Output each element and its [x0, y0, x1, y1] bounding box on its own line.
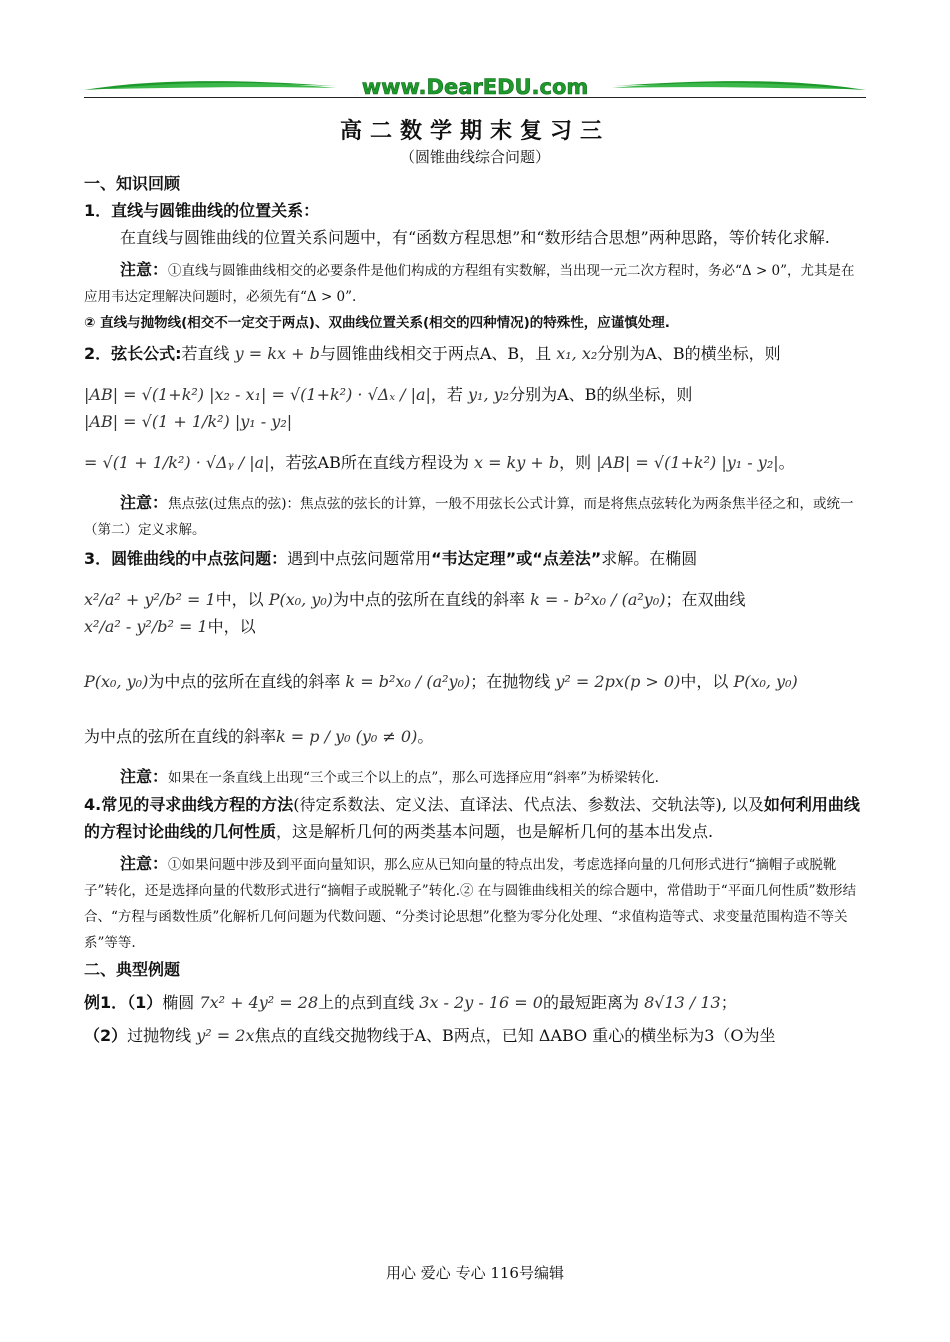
- example1-label: 例1．: [84, 993, 128, 1012]
- note-label: 注意：: [120, 260, 169, 279]
- item4-note: [84, 851, 868, 956]
- item3-text9: 中，以: [680, 672, 729, 691]
- formula-slope-parabola: k = p / y₀ (y₀ ≠ 0): [276, 727, 418, 746]
- example1-text2: 上的点到直线: [318, 993, 415, 1012]
- formula-chord-length-y-delta: = √(1 + 1/k²) · √Δᵧ / |a|: [84, 453, 270, 472]
- item2-paragraph: [84, 340, 868, 367]
- item3-text7: 为中点的弦所在直线的斜率: [148, 672, 341, 691]
- formula-parabola: y² = 2px(p > 0): [555, 672, 681, 691]
- item2-text1: 若直线: [181, 344, 230, 363]
- item1-note-b: ② 直线与抛物线(相交不一定交于两点)、双曲线位置关系(相交的四种情况)的特殊性，应谨慎处理.: [84, 315, 670, 331]
- formula-y-coords: y₁, y₂: [468, 385, 510, 404]
- page-title: 高二数学期末复习三: [339, 119, 610, 144]
- item3-text1: 遇到中点弦问题常用: [287, 549, 432, 568]
- item4-paragraph: [84, 791, 868, 845]
- item3-paragraph: [84, 545, 868, 572]
- item3-formula-row2: [84, 668, 868, 695]
- page-subtitle: （圆锥曲线综合问题）: [399, 148, 550, 166]
- example1-part2: [84, 1022, 868, 1049]
- formula-ellipse-example: 7x² + 4y² = 28: [199, 993, 319, 1012]
- note-label: 注意：: [120, 493, 169, 512]
- item2-text7: ，则: [559, 453, 592, 472]
- item1-note-a: [84, 257, 868, 310]
- item3-text8: ；在抛物线: [470, 672, 551, 691]
- note-label: 注意：: [120, 854, 169, 873]
- item3-title: 3．圆锥曲线的中点弦问题：: [84, 549, 288, 568]
- item2-formula-row2: [84, 449, 868, 476]
- item2-text5: 分别为A、B的纵坐标，则: [509, 385, 693, 404]
- example1-text6: 焦点的直线交抛物线于A、B两点，已知 ΔABO 重心的横坐标为3（O为坐: [254, 1026, 776, 1045]
- item2-formula-row1: [84, 381, 868, 435]
- item1-paragraph: 在直线与圆锥曲线的位置关系问题中，有“函数方程思想”和“数形结合思想”两种思路，等价转化求解.: [120, 228, 830, 247]
- formula-x-coords: x₁, x₂: [556, 344, 598, 363]
- item4-text2: ，这是解析几何的两类基本问题，也是解析几何的基本出发点.: [276, 822, 714, 841]
- item3-text4: 为中点的弦所在直线的斜率: [333, 590, 526, 609]
- formula-ellipse: x²/a² + y²/b² = 1: [84, 590, 216, 609]
- formula-midpoint-3: P(x₀, y₀): [733, 672, 798, 691]
- section-heading-examples: 二、典型例题: [84, 960, 181, 979]
- item4-text1: (待定系数法、定义法、直译法、代点法、参数法、交轨法等), 以及: [293, 795, 764, 814]
- item2-text8: 。: [778, 453, 795, 472]
- item3-text11: 。: [417, 727, 434, 746]
- formula-midpoint: P(x₀, y₀): [268, 590, 334, 609]
- item3-text2: 求解。在椭圆: [601, 549, 698, 568]
- formula-parabola-example: y² = 2x: [196, 1026, 255, 1045]
- item2-text3: 分别为A、B的横坐标，则: [597, 344, 781, 363]
- item2-text2: 与圆锥曲线相交于两点A、B，且: [319, 344, 552, 363]
- item4-note-text: ①如果问题中涉及到平面向量知识，那么应从已知向量的特点出发，考虑选择向量的几何形式进行“摘帽子或脱靴子”转化，还是选择向量的代数形式进行“摘帽子或脱靴子”转化.② 在与圆锥曲线相关的综合题中，常借助于“平面几何性质”数形结合、“方程与函数性质”化解析几何问题为代数问题、“分类讨论思想”化整为零分化处理、“求值构造等式、求变量范围构造不等关系”等等.: [84, 857, 857, 951]
- example1-text3: 的最短距离为: [542, 993, 639, 1012]
- formula-line-example: 3x - 2y - 16 = 0: [419, 993, 543, 1012]
- header-rule: [84, 97, 866, 98]
- item2-text6: ，若弦AB所在直线方程设为: [269, 453, 469, 472]
- document-body: [84, 170, 868, 1049]
- item4-title: 4.常见的寻求曲线方程的方法: [84, 795, 294, 814]
- item3-formula-row3: [84, 723, 868, 750]
- item3-text10: 为中点的弦所在直线的斜率: [84, 727, 277, 746]
- note-label: 注意：: [120, 767, 169, 786]
- example1-text5: 过抛物线: [127, 1026, 192, 1045]
- item1-title: 1．直线与圆锥曲线的位置关系：: [84, 201, 320, 220]
- formula-distance-answer: 8√13 / 13: [644, 993, 721, 1012]
- formula-slope-ellipse: k = - b²x₀ / (a²y₀): [530, 590, 666, 609]
- formula-line-equation-2: x = ky + b: [473, 453, 560, 472]
- formula-slope-hyperbola: k = b²x₀ / (a²y₀): [345, 672, 471, 691]
- formula-chord-length-x: |AB| = √(1+k²) |x₂ - x₁| = √(1+k²) · √Δₓ / |a|: [84, 385, 431, 404]
- example1-text1: 椭圆: [162, 993, 195, 1012]
- item4-bold1: 如何利用曲线的方程讨论曲线的几何性质: [84, 795, 860, 841]
- banner-text[interactable]: www.DearEDU.com: [361, 75, 589, 99]
- example1-part2-label: （2）: [84, 1026, 128, 1045]
- example1-part1-label: （1）: [127, 993, 163, 1012]
- formula-hyperbola: x²/a² - y²/b² = 1: [84, 617, 208, 636]
- example1-text4: ；: [720, 993, 737, 1012]
- item3-note-text: 如果在一条直线上出现“三个或三个以上的点”，那么可选择应用“斜率”为桥梁转化.: [168, 770, 659, 786]
- section-heading-review: 一、知识回顾: [84, 174, 181, 193]
- formula-chord-length-y: |AB| = √(1 + 1/k²) |y₁ - y₂|: [84, 412, 293, 431]
- item1-note-a-text: ①直线与圆锥曲线相交的必要条件是他们构成的方程组有实数解，当出现一元二次方程时，务必“Δ > 0”，尤其是在应用韦达定理解决问题时，必须先有“Δ > 0”.: [84, 263, 855, 305]
- item3-text6: 中，以: [207, 617, 256, 636]
- item3-text5: ；在双曲线: [665, 590, 746, 609]
- item3-text3: 中，以: [215, 590, 264, 609]
- item2-note-text: 焦点弦(过焦点的弦)：焦点弦的弦长的计算，一般不用弦长公式计算，而是将焦点弦转化为两条焦半径之和，或统一（第二）定义求解。: [84, 496, 854, 538]
- item3-formula-row1: [84, 586, 868, 640]
- item2-note: [84, 490, 868, 543]
- formula-line-equation: y = kx + b: [234, 344, 320, 363]
- example1-part1: [84, 989, 868, 1016]
- formula-midpoint-2: P(x₀, y₀): [84, 672, 149, 691]
- item2-text4: ，若: [430, 385, 463, 404]
- page-footer: 用心 爱心 专心 116号编辑: [386, 1264, 564, 1282]
- item2-title: 2．弦长公式:: [84, 344, 182, 363]
- item3-note: [84, 764, 868, 791]
- formula-chord-length-ky: |AB| = √(1+k²) |y₁ - y₂|: [596, 453, 779, 472]
- item3-bold1: “韦达定理”或“点差法”: [431, 549, 602, 568]
